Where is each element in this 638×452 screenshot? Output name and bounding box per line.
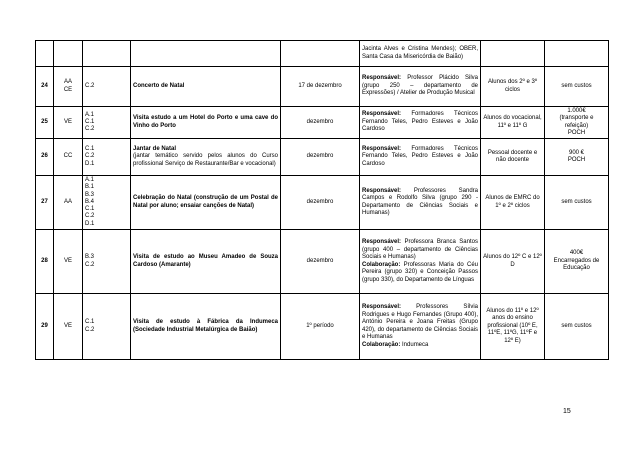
objective-ref: C.1	[85, 319, 95, 326]
target-audience-cell: Alunos do 11º e 12º anos do ensino profissional (10º E, 11ºE, 11ºG, 11ºF e 12º E)	[481, 294, 545, 360]
date-cell: 17 de dezembro	[281, 67, 360, 107]
activity-type-code: CC	[63, 153, 73, 160]
table-row	[36, 176, 609, 230]
responsible-label: Responsável:	[362, 145, 402, 152]
cost-line: Encarregados de	[553, 257, 600, 264]
objective-ref: A.1	[85, 177, 95, 184]
objective-ref: C.2	[85, 326, 95, 333]
responsible-cell	[360, 176, 481, 230]
objective-ref: C.2	[85, 82, 95, 89]
activity-detail: (jantar temático servido pelos alunos do Curso profissional Serviço de Restaurante/Bar e vocacional)	[133, 153, 278, 167]
responsible-label: Responsável:	[362, 304, 402, 310]
responsible-text: Professores Sílvia Rodrigues e Hugo Fernandes (Grupo 400), António Pereira e Joana Freitas (Grupo 420), do departamento de Ciências Sociais e Humanas	[362, 304, 478, 340]
activities-table	[35, 40, 609, 360]
cost-line: POCH	[567, 130, 586, 136]
objectives-ref-cell	[83, 294, 131, 360]
target-audience-cell: Alunos do 12º C e 12º D	[481, 230, 545, 294]
responsible-label: Responsável:	[362, 239, 402, 245]
cost-cell	[545, 107, 609, 139]
objective-ref: C.1	[85, 146, 95, 153]
activity-type-code: VE	[63, 118, 72, 125]
cost-cell	[545, 176, 609, 230]
activity-title: Visita estudo a um Hotel do Porto e uma cave do Vinho do Porto	[133, 115, 278, 129]
activity-cell	[131, 107, 281, 139]
activity-number-cell	[36, 41, 54, 67]
activity-number-cell: 27	[36, 176, 54, 230]
cost-line: sem custos	[561, 198, 592, 205]
activity-type-cell	[54, 139, 83, 176]
activity-type-code: VE	[63, 257, 72, 264]
cost-cell	[545, 67, 609, 107]
responsible-entry	[362, 111, 478, 134]
responsible-entry	[362, 239, 478, 262]
objective-ref: C.2	[85, 213, 95, 220]
objective-ref: C.1	[85, 118, 95, 125]
activity-cell	[131, 41, 281, 67]
responsible-entry	[362, 146, 478, 169]
date-cell	[281, 41, 360, 67]
activity-type-code: AA	[63, 198, 72, 205]
objective-ref: C.2	[85, 261, 95, 268]
cost-line: 900 €	[568, 149, 584, 156]
activity-number-cell: 24	[36, 67, 54, 107]
table-body	[36, 41, 609, 360]
responsible-entry	[362, 46, 478, 61]
objectives-ref-cell	[83, 41, 131, 67]
cost-line: sem custos	[561, 322, 592, 329]
objective-ref: D.1	[85, 160, 95, 167]
activity-number-cell: 29	[36, 294, 54, 360]
objectives-ref-cell	[83, 107, 131, 139]
table-row	[36, 294, 609, 360]
responsible-text: Professora Branca Santos (grupo 400 – departamento de Ciências Sociais e Humanas)	[362, 239, 478, 260]
responsible-text: Professores Sandra Campos e Rodolfo Silva (grupo 290 - Departamento de Ciências Sociais e Humanas)	[362, 187, 478, 216]
activity-number-cell: 25	[36, 107, 54, 139]
responsible-label: Colaboração:	[362, 261, 401, 268]
activity-type-cell	[54, 294, 83, 360]
objective-ref: C.2	[85, 126, 95, 133]
target-audience-cell	[481, 41, 545, 67]
cost-cell	[545, 230, 609, 294]
date-cell: dezembro	[281, 107, 360, 139]
responsible-label: Responsável:	[362, 75, 402, 82]
responsible-text: Professoras Maria do Céu Pereira (grupo 320) e Conceição Passos (grupo 330), do Departamento de Línguas	[362, 261, 478, 283]
responsible-cell	[360, 107, 481, 139]
cost-cell	[545, 139, 609, 176]
cost-cell	[545, 294, 609, 360]
objectives-ref-cell	[83, 230, 131, 294]
responsible-cell	[360, 67, 481, 107]
responsible-cell	[360, 294, 481, 360]
activity-title: Visita de estudo ao Museu Amadeo de Souza Cardoso (Amarante)	[133, 254, 278, 268]
responsible-entry	[362, 188, 478, 218]
activity-title: Visita de estudo à Fábrica da Indumeca (Sociedade Industrial Metalúrgica de Baião)	[133, 319, 278, 333]
objectives-ref-cell	[83, 176, 131, 230]
cost-line: POCH	[567, 157, 586, 163]
cost-line: sem custos	[561, 82, 592, 89]
responsible-cell	[360, 41, 481, 67]
table-row	[36, 107, 609, 139]
objectives-ref-cell	[83, 139, 131, 176]
target-audience-cell: Pessoal docente e não docente	[481, 139, 545, 176]
activity-type-cell	[54, 41, 83, 67]
activity-type-code: VE	[63, 322, 72, 329]
objective-ref: B.3	[85, 254, 95, 261]
activity-type-code: AA	[63, 79, 72, 85]
objective-ref: A.1	[85, 111, 95, 118]
activity-cell	[131, 176, 281, 230]
cost-line: refeição)	[564, 122, 589, 129]
page-number: 15	[563, 408, 571, 415]
responsible-entry	[362, 304, 478, 342]
table-row	[36, 139, 609, 176]
date-cell: 1º período	[281, 294, 360, 360]
responsible-entry	[362, 262, 478, 285]
table-row	[36, 41, 609, 67]
objective-ref: D.1	[85, 220, 95, 227]
responsible-cell	[360, 139, 481, 176]
table-row	[36, 67, 609, 107]
activity-type-cell	[54, 230, 83, 294]
activity-title: Concerto de Natal	[133, 82, 185, 89]
responsible-text: Formadores Técnicos Fernando Teles, Pedro Esteves e João Cardoso	[362, 145, 478, 167]
activity-cell	[131, 230, 281, 294]
responsible-entry	[362, 342, 478, 350]
responsible-label: Responsável:	[362, 111, 402, 118]
cost-line: Educação	[563, 265, 590, 272]
target-audience-cell: Alunos de EMRC do 1º e 2º ciclos	[481, 176, 545, 230]
objective-ref: C.2	[85, 153, 95, 160]
activity-title: Celebração do Natal (construção de um Postal de Natal por aluno; ensaiar canções de Natal)	[133, 195, 278, 209]
table-row	[36, 230, 609, 294]
responsible-text: Formadores Técnicos Fernando Teles, Pedro Esteves e João Cardoso	[362, 111, 478, 133]
activity-number-cell: 28	[36, 230, 54, 294]
target-audience-cell: Alunos dos 2º e 3º ciclos	[481, 67, 545, 107]
objective-ref: B.1	[85, 184, 95, 191]
activity-cell	[131, 294, 281, 360]
target-audience-cell: Alunos do vocacional, 11º e 11º G	[481, 107, 545, 139]
responsible-text: Professor Plácido Silva (grupo 250 – departamento de Expressões) / Atelier de Produção Musical	[362, 75, 478, 97]
activity-type-code: CE	[63, 86, 73, 93]
activity-type-cell	[54, 107, 83, 139]
responsible-label: Colaboração:	[362, 341, 401, 348]
responsible-label: Responsável:	[362, 187, 402, 194]
activity-type-cell	[54, 176, 83, 230]
cost-cell	[545, 41, 609, 67]
responsible-cell	[360, 230, 481, 294]
responsible-text: Indumeca	[400, 341, 429, 348]
responsible-text: Jacinta Alves e Cristina Mendes); OBER, Santa Casa da Misericórdia de Baião)	[362, 46, 478, 60]
responsible-entry	[362, 75, 478, 98]
date-cell: dezembro	[281, 230, 360, 294]
date-cell: dezembro	[281, 176, 360, 230]
objective-ref: B.4	[85, 198, 95, 205]
objective-ref: B.3	[85, 191, 95, 198]
activity-cell	[131, 67, 281, 107]
cost-line: (transporte e	[559, 115, 594, 121]
activity-title: Jantar de Natal	[133, 145, 177, 152]
activity-number-cell: 26	[36, 139, 54, 176]
objective-ref: C.1	[85, 206, 95, 213]
cost-line: 1.000€	[567, 107, 586, 114]
activity-cell	[131, 139, 281, 176]
cost-line: 400€	[569, 250, 584, 257]
activity-type-cell	[54, 67, 83, 107]
date-cell: dezembro	[281, 139, 360, 176]
objectives-ref-cell	[83, 67, 131, 107]
